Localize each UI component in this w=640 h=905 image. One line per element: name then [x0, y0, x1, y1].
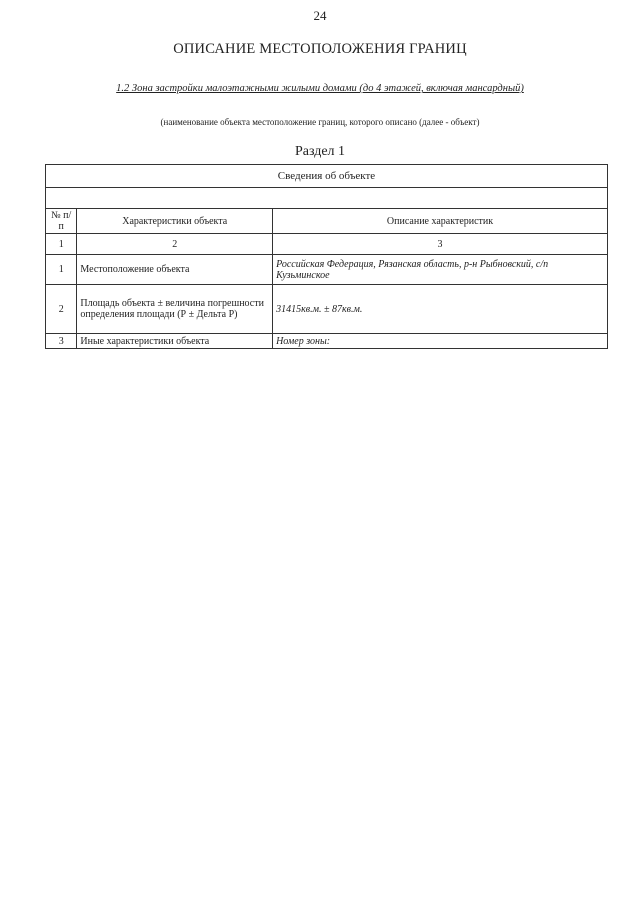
header-number: № п/п	[46, 209, 77, 234]
row-number: 2	[46, 285, 77, 334]
row-number: 1	[46, 255, 77, 285]
object-name-text: 1.2 Зона застройки малоэтажными жилыми домами (до 4 этажей, включая мансардный)	[116, 83, 524, 94]
column-number: 3	[273, 234, 608, 255]
section-title: Раздел 1	[294, 144, 346, 159]
table-title: Сведения об объекте	[46, 165, 608, 188]
object-caption: (наименование объекта местоположение границ, которого описано (далее - объект)	[160, 117, 480, 127]
row-description: Российская Федерация, Рязанская область, р-н Рыбновский, с/п Кузьминское	[273, 255, 608, 285]
table-row	[46, 334, 608, 349]
header-description: Описание характеристик	[273, 209, 608, 234]
table-blank-cell	[46, 188, 608, 209]
row-characteristic: Площадь объекта ± величина погрешности определения площади (Р ± Дельта Р)	[77, 285, 273, 334]
column-number: 2	[77, 234, 273, 255]
table-header-row	[46, 209, 608, 234]
table-title-row	[46, 165, 608, 188]
row-description: Номер зоны:	[273, 334, 608, 349]
header-characteristics: Характеристики объекта	[77, 209, 273, 234]
object-name	[0, 83, 640, 94]
column-number: 1	[46, 234, 77, 255]
table-blank-row	[46, 188, 608, 209]
table-row	[46, 285, 608, 334]
row-characteristic: Местоположение объекта	[77, 255, 273, 285]
object-info-table	[45, 164, 608, 349]
row-description: 31415кв.м. ± 87кв.м.	[273, 285, 608, 334]
table-row	[46, 255, 608, 285]
row-number: 3	[46, 334, 77, 349]
page-number: 24	[313, 8, 327, 23]
document-title: ОПИСАНИЕ МЕСТОПОЛОЖЕНИЯ ГРАНИЦ	[173, 41, 467, 57]
column-number-row	[46, 234, 608, 255]
row-characteristic: Иные характеристики объекта	[77, 334, 273, 349]
